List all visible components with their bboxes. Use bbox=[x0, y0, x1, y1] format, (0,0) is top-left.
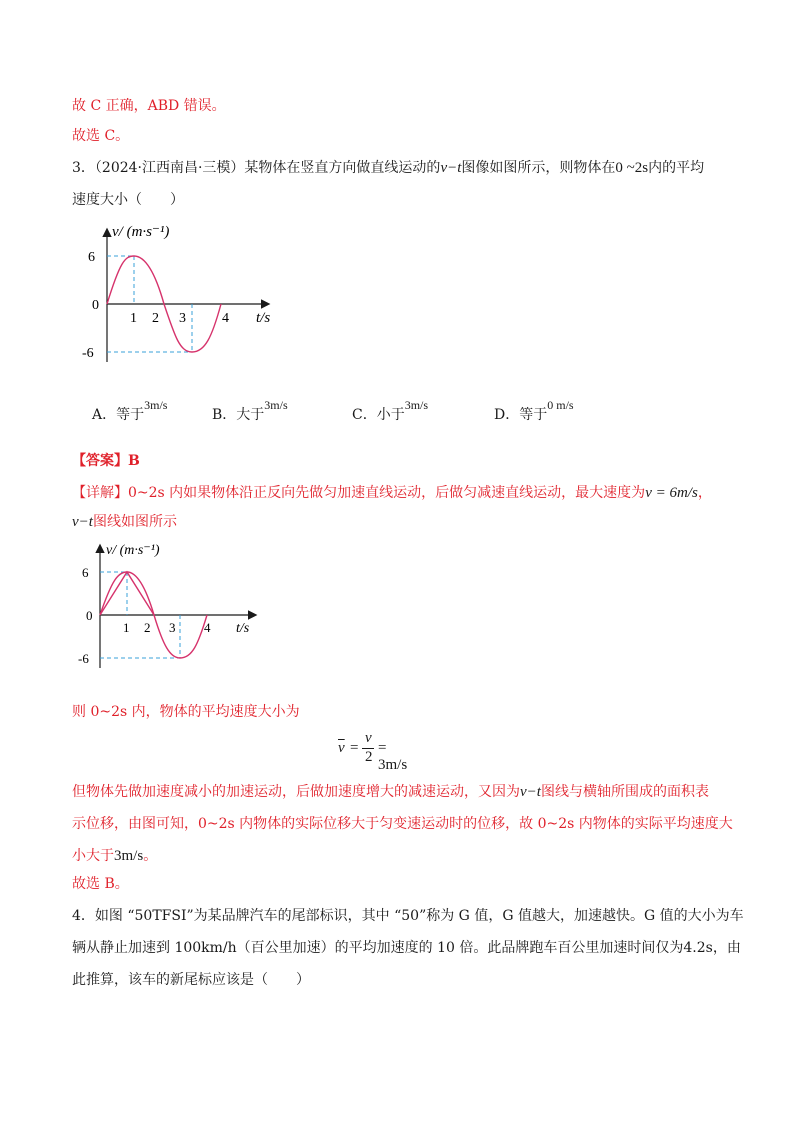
graph2-xtick-4: 4 bbox=[204, 620, 211, 635]
graph2-xtick-3: 3 bbox=[169, 620, 176, 635]
q3-vt: v−t bbox=[440, 160, 462, 176]
graph2-ylabel: v/ (m·s⁻¹) bbox=[106, 543, 160, 558]
formula-rhs: = 3m/s bbox=[378, 740, 408, 773]
explanation-line-3: 小大于3m/s。 bbox=[72, 848, 158, 864]
question-4-line-2: 辆从静止加速到 100km/h（百公里加速）的平均加速度的 10 倍。此品牌跑车百公里加速时间仅为4.2s，由 bbox=[72, 940, 741, 956]
vt-graph-1 bbox=[80, 222, 290, 372]
option-c[interactable]: C．小于3m/s bbox=[352, 398, 429, 423]
graph2-xlabel: t/s bbox=[236, 621, 250, 636]
question-3-line-2: 速度大小（ ） bbox=[72, 192, 184, 208]
detail-tag: 【详解】 bbox=[72, 485, 128, 501]
vmax-eq: v = 6m/s bbox=[645, 485, 698, 501]
graph2-ytick-6: 6 bbox=[82, 565, 89, 580]
detail-line-1: 【详解】0~2s 内如果物体沿正反向先做匀加速直线运动，后做匀减速直线运动，最大速度为v = 6m/s， bbox=[72, 485, 712, 501]
explanation-line-2: 示位移，由图可知，0~2s 内物体的实际位移大于匀变速运动时的位移，故 0~2s 内物体的实际平均速度大 bbox=[72, 816, 733, 832]
detail-vt: v−t bbox=[72, 514, 93, 530]
question-4-line-3: 此推算，该车的新尾标应该是（ ） bbox=[72, 972, 310, 988]
graph2-xtick-2: 2 bbox=[144, 620, 151, 635]
graph1-xlabel: t/s bbox=[256, 310, 271, 326]
graph-desc: 图线如图所示 bbox=[92, 514, 177, 530]
question-3-line-1 bbox=[72, 158, 704, 178]
graph2-ytick-neg6: -6 bbox=[78, 651, 89, 666]
graph2-ytick-0: 0 bbox=[86, 608, 93, 623]
answer-tag: 【答案】B bbox=[72, 453, 140, 469]
graph1-xtick-4: 4 bbox=[222, 311, 229, 326]
formula-num: v bbox=[365, 730, 372, 746]
graph1-xtick-2: 2 bbox=[152, 311, 159, 326]
q3-range: 0 ~2s bbox=[615, 160, 649, 176]
graph2-xtick-1: 1 bbox=[123, 620, 130, 635]
q3-suffix: 内的平均 bbox=[648, 160, 705, 176]
graph1-xtick-1: 1 bbox=[130, 311, 137, 326]
question-4-line-1: 4．如图 “50TFSI”为某品牌汽车的尾部标识，其中 “50”称为 G 值，G 值越大，加速越快。G 值的大小为车 bbox=[72, 908, 744, 924]
final-choice-b: 故选 B。 bbox=[72, 876, 129, 892]
q3-mid: 图像如图所示，则物体在 bbox=[461, 160, 616, 176]
vt-graph-2 bbox=[80, 540, 280, 670]
graph1-ytick-0: 0 bbox=[92, 298, 99, 313]
graph1-ylabel: v/ (m·s⁻¹) bbox=[112, 224, 170, 240]
graph1-ytick-neg6: -6 bbox=[82, 346, 94, 361]
text-line-choose-c: 故选 C。 bbox=[72, 128, 130, 144]
formula-den: 2 bbox=[365, 749, 373, 765]
detail-text: 0~2s 内如果物体沿正反向先做匀加速直线运动，后做匀减速直线运动，最大速度为 bbox=[128, 485, 646, 501]
avg-intro: 则 0~2s 内，物体的平均速度大小为 bbox=[72, 704, 300, 720]
graph1-xtick-3: 3 bbox=[179, 311, 186, 326]
graph1-ytick-6: 6 bbox=[88, 250, 95, 265]
option-b[interactable]: B．大于3m/s bbox=[212, 398, 288, 423]
detail-line-2 bbox=[72, 512, 177, 532]
option-a[interactable]: A．等于3m/s bbox=[92, 398, 168, 423]
explanation-line-1: 但物体先做加速度减小的加速运动，后做加速度增大的减速运动，又因为v−t图线与横轴所围成的面积表 bbox=[72, 784, 709, 800]
text-line-c-correct: 故 C 正确，ABD 错误。 bbox=[72, 98, 226, 114]
q3-prefix: 3．（2024·江西南昌·三模）某物体在竖直方向做直线运动的 bbox=[72, 160, 441, 176]
formula-lhs: $\overline{v}$ bbox=[338, 740, 345, 756]
option-d[interactable]: D．等于0 m/s bbox=[494, 398, 574, 423]
